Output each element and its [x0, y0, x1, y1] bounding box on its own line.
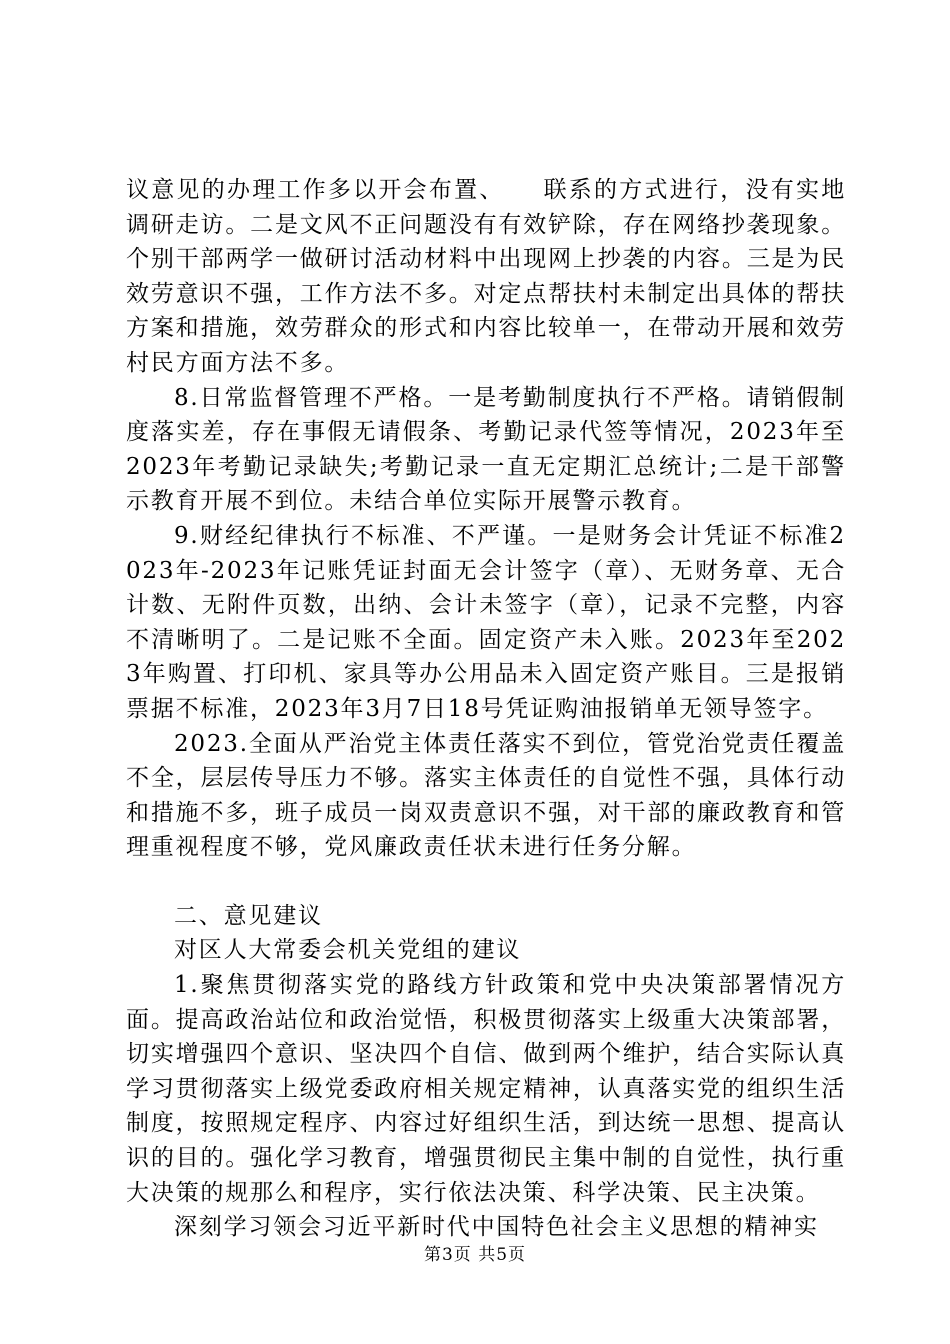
- document-body: [126, 173, 846, 1245]
- section-heading-suggestions: 二、意见建议: [174, 902, 323, 929]
- paragraph-item-10: 2023.全面从严治党主体责任落实不到位，管党治党责任覆盖不全，层层传导压力不够。落实主体责任的自觉性不强，具体行动和措施不多，班子成员一岗双责意识不强，对干部的廉政教育和管理重视程度不够，党风廉政责任状未进行任务分解。: [126, 730, 846, 861]
- paragraph-meeting-handling: 议意见的办理工作多以开会布置、 联系的方式进行，没有实地调研走访。二是文风不正问题没有有效铲除，存在网络抄袭现象。个别干部两学一做研讨活动材料中出现网上抄袭的内容。三是为民效劳意识不强，工作方法不多。对定点帮扶村未制定出具体的帮扶方案和措施，效劳群众的形式和内容比较单一，在带动开展和效劳村民方面方法不多。: [126, 177, 846, 376]
- subheading-party-group: 对区人大常委会机关党组的建议: [174, 937, 522, 964]
- paragraph-study-thought: 深刻学习领会习近平新时代中国特色社会主义思想的精神实: [174, 1214, 819, 1241]
- paragraph-suggestion-1: 1.聚焦贯彻落实党的路线方针政策和党中央决策部署情况方面。提高政治站位和政治觉悟，积极贯彻落实上级重大决策部署，切实增强四个意识、坚决四个自信、做到两个维护，结合实际认真学习贯彻落实上级党委政府相关规定精神，认真落实党的组织生活制度，按照规定程序、内容过好组织生活，到达统一思想、提高认识的目的。强化学习教育，增强贯彻民主集中制的自觉性，执行重大决策的规那么和程序，实行依法决策、科学决策、民主决策。: [126, 972, 846, 1206]
- page-footer: 第3页 共5页: [423, 1245, 527, 1265]
- paragraph-item-9: 9.财经纪律执行不标准、不严谨。一是财务会计凭证不标准2023年-2023年记账凭证封面无会计签字（章）、无财务章、无合计数、无附件页数，出纳、会计未签字（章），记录不完整，内容不清晰明了。二是记账不全面。固定资产未入账。2023年至2023年购置、打印机、家具等办公用品未入固定资产账目。三是报销票据不标准，2023年3月7日18号凭证购油报销单无领导签字。: [126, 522, 846, 722]
- paragraph-item-8: 8.日常监督管理不严格。一是考勤制度执行不严格。请销假制度落实差，存在事假无请假条、考勤记录代签等情况，2023年至2023年考勤记录缺失;考勤记录一直无定期汇总统计;二是干部警示教育开展不到位。未结合单位实际开展警示教育。: [126, 384, 846, 515]
